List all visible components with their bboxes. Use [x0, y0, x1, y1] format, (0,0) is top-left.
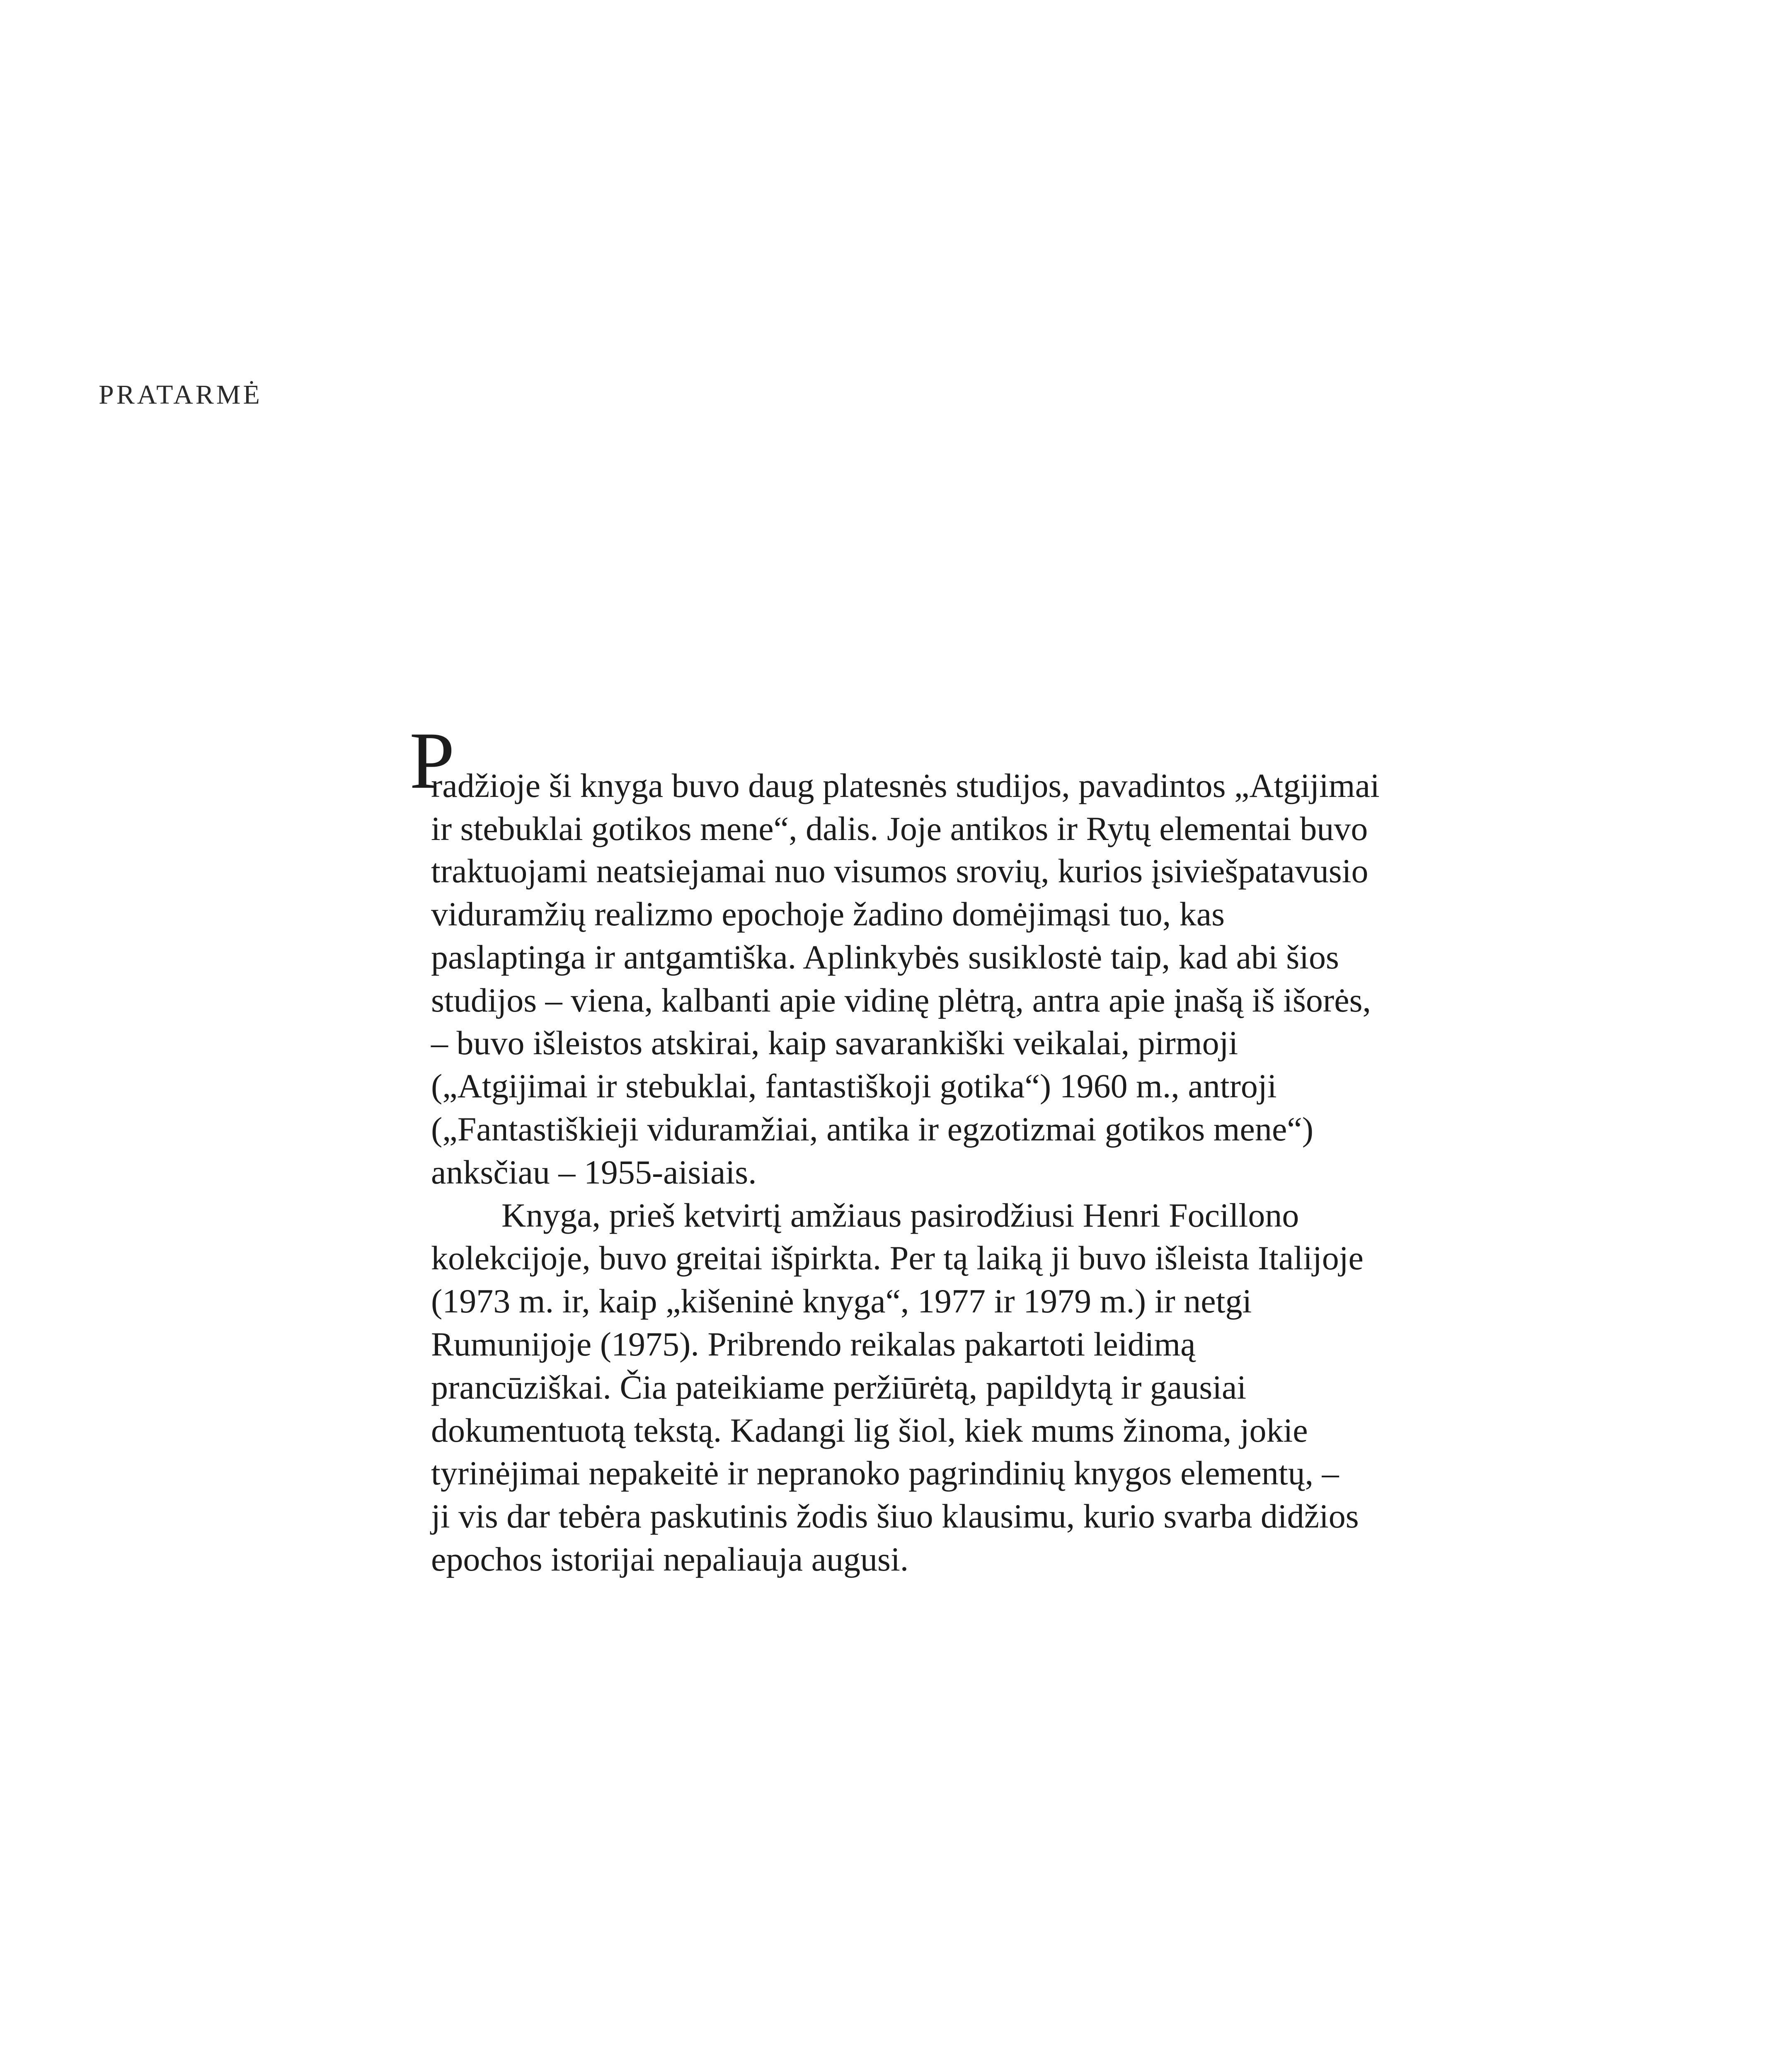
text-line: viduramžių realizmo epochoje žadino domėjimąsi tuo, kas	[431, 895, 1225, 933]
text-line: paslaptinga ir antgamtiška. Aplinkybės susiklostė taip, kad abi šios	[431, 938, 1339, 976]
text-line: studijos – viena, kalbanti apie vidinę plėtrą, antra apie įnašą iš išorės,	[431, 981, 1371, 1019]
text-line: (1973 m. ir, kaip „kišeninė knyga“, 1977 ir 1979 m.) ir netgi	[431, 1282, 1252, 1320]
text-line: tyrinėjimai nepakeitė ir nepranoko pagrindinių knygos elementų, –	[431, 1454, 1339, 1492]
chapter-heading: PRATARMĖ	[99, 380, 262, 410]
text-line: ir stebuklai gotikos mene“, dalis. Joje antikos ir Rytų elementai buvo	[431, 810, 1368, 847]
text-line: radžioje ši knyga buvo daug platesnės studijos, pavadintos „Atgijimai	[431, 767, 1380, 804]
drop-cap: P	[409, 716, 455, 806]
text-line: dokumentuotą tekstą. Kadangi lig šiol, kiek mums žinoma, jokie	[431, 1411, 1308, 1449]
text-line: („Atgijimai ir stebuklai, fantastiškoji gotika“) 1960 m., antroji	[431, 1067, 1277, 1105]
text-line: prancūziškai. Čia pateikiame peržiūrėtą, papildytą ir gausiai	[431, 1368, 1247, 1406]
text-line: – buvo išleistos atskirai, kaip savarankiški veikalai, pirmoji	[431, 1024, 1238, 1062]
text-line: ji vis dar tebėra paskutinis žodis šiuo klausimu, kurio svarba didžios	[431, 1497, 1359, 1535]
text-line: Knyga, prieš ketvirtį amžiaus pasirodžiusi Henri Focillono	[501, 1196, 1299, 1234]
text-line: („Fantastiškieji viduramžiai, antika ir egzotizmai gotikos mene“)	[431, 1110, 1314, 1148]
text-line: kolekcijoje, buvo greitai išpirkta. Per tą laiką ji buvo išleista Italijoje	[431, 1239, 1364, 1277]
text-line: Rumunijoje (1975). Pribrendo reikalas pakartoti leidimą	[431, 1325, 1196, 1363]
text-line: traktuojami neatsiejamai nuo visumos srovių, kurios įsiviešpatavusio	[431, 852, 1369, 890]
text-line: anksčiau – 1955-aisiais.	[431, 1153, 757, 1191]
text-line: epochos istorijai nepaliauja augusi.	[431, 1540, 909, 1578]
